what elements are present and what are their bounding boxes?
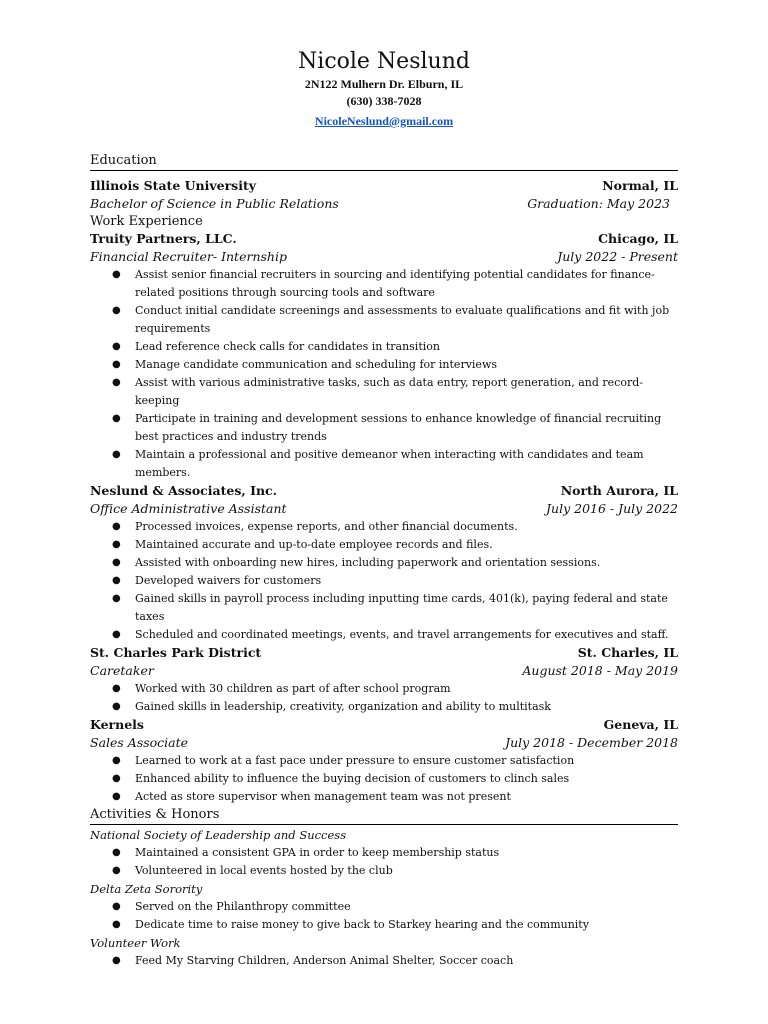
- list-item: ● Developed waivers for customers: [90, 572, 678, 590]
- job-org: Truity Partners, LLC.: [90, 231, 237, 246]
- bullet-icon: ●: [112, 755, 121, 766]
- job-dates: July 2018 - December 2018: [505, 735, 678, 750]
- list-item: ● Enhanced ability to influence the buying decision of customers to clinch sales: [90, 770, 678, 788]
- resume-header: [0, 48, 768, 130]
- graduation-date: Graduation: May 2023: [527, 196, 670, 211]
- list-item: ● Served on the Philanthropy committee: [90, 898, 678, 916]
- email-link[interactable]: NicoleNeslund@gmail.com: [314, 114, 454, 128]
- job-org: Kernels: [90, 717, 144, 732]
- job-org: St. Charles Park District: [90, 645, 262, 660]
- job-location: Geneva, IL: [603, 717, 678, 732]
- bullet-icon: ●: [112, 359, 121, 370]
- list-item: ● Acted as store supervisor when management team was not present: [90, 788, 678, 806]
- bullet-icon: ●: [112, 791, 121, 802]
- list-item: ● Gained skills in payroll process including inputting time cards, 401(k), paying federal and state taxes: [112, 592, 668, 623]
- job-role: Financial Recruiter- Internship: [90, 249, 287, 264]
- bullet-icon: ●: [112, 683, 121, 694]
- activity-bullets: [90, 898, 678, 934]
- job-dates: August 2018 - May 2019: [522, 663, 678, 678]
- list-item: ● Maintained a consistent GPA in order to keep membership status: [90, 844, 678, 862]
- job-subheader: [90, 500, 678, 518]
- activity-bullets: [90, 844, 678, 880]
- bullet-icon: ●: [112, 629, 121, 640]
- job-subheader: [90, 662, 678, 680]
- bullet-icon: ●: [112, 865, 121, 876]
- section-title-education: Education: [90, 152, 678, 171]
- list-item: ● Volunteered in local events hosted by the club: [90, 862, 678, 880]
- list-item: ● Assist senior financial recruiters in sourcing and identifying potential candidates for finance-related positions through sourcing tools and software: [112, 268, 655, 299]
- bullet-icon: ●: [112, 919, 121, 930]
- degree: Bachelor of Science in Public Relations: [90, 196, 339, 211]
- job-header: [90, 482, 678, 500]
- bullet-icon: ●: [112, 773, 121, 784]
- phone: (630) 338-7028: [346, 94, 422, 108]
- job-role: Caretaker: [90, 663, 154, 678]
- list-item: ● Participate in training and development sessions to enhance knowledge of financial recruiting best practices and industry trends: [112, 412, 662, 443]
- bullet-icon: ●: [112, 955, 121, 966]
- education-row: [90, 177, 678, 195]
- list-item: ● Learned to work at a fast pace under pressure to ensure customer satisfaction: [90, 752, 678, 770]
- list-item: ● Maintain a professional and positive demeanor when interacting with candidates and team members.: [112, 448, 644, 479]
- job-bullets: [90, 752, 678, 806]
- list-item: ● Manage candidate communication and scheduling for interviews: [90, 356, 678, 374]
- list-item: ● Worked with 30 children as part of after school program: [90, 680, 678, 698]
- bullet-icon: ●: [112, 575, 121, 586]
- list-item: ● Assist with various administrative tasks, such as data entry, report generation, and record-keeping: [112, 376, 643, 407]
- section-title-work: Work Experience: [90, 214, 203, 229]
- list-item: ● Gained skills in leadership, creativity, organization and ability to multitask: [90, 698, 678, 716]
- job-dates: July 2016 - July 2022: [546, 501, 678, 516]
- education-detail-row: [90, 195, 678, 213]
- bullet-icon: ●: [112, 521, 121, 532]
- school-location: Normal, IL: [602, 178, 678, 193]
- bullet-icon: ●: [112, 539, 121, 550]
- bullet-icon: ●: [112, 305, 121, 316]
- list-item: ● Conduct initial candidate screenings and assessments to evaluate qualifications and fit with job requirements: [112, 304, 670, 335]
- bullet-icon: ●: [112, 557, 121, 568]
- job-role: Sales Associate: [90, 735, 189, 750]
- bullet-icon: ●: [112, 269, 121, 280]
- job-location: Chicago, IL: [598, 231, 678, 246]
- job-location: North Aurora, IL: [560, 483, 678, 498]
- list-item: ● Maintained accurate and up-to-date employee records and files.: [90, 536, 678, 554]
- activity-name: Delta Zeta Sorority: [90, 882, 203, 896]
- address: 2N122 Mulhern Dr. Elburn, IL: [304, 77, 464, 91]
- bullet-icon: ●: [112, 341, 121, 352]
- list-item: ● Scheduled and coordinated meetings, events, and travel arrangements for executives and staff.: [90, 626, 678, 644]
- job-subheader: [90, 248, 678, 266]
- job-header: [90, 230, 678, 248]
- bullet-icon: ●: [112, 413, 121, 424]
- resume-body: [90, 152, 678, 970]
- list-item: ● Processed invoices, expense reports, and other financial documents.: [90, 518, 678, 536]
- bullet-icon: ●: [112, 847, 121, 858]
- bullet-icon: ●: [112, 377, 121, 388]
- school-name: Illinois State University: [90, 178, 256, 193]
- job-location: St. Charles, IL: [577, 645, 678, 660]
- list-item: ● Assisted with onboarding new hires, including paperwork and orientation sessions.: [90, 554, 678, 572]
- activity-name: Volunteer Work: [90, 936, 181, 950]
- job-org: Neslund & Associates, Inc.: [90, 483, 278, 498]
- bullet-icon: ●: [112, 901, 121, 912]
- job-bullets: [90, 680, 678, 716]
- section-title-activities: Activities & Honors: [90, 806, 678, 825]
- activity-bullets: [90, 952, 678, 970]
- bullet-icon: ●: [112, 593, 121, 604]
- job-header: [90, 644, 678, 662]
- list-item: ● Feed My Starving Children, Anderson Animal Shelter, Soccer coach: [90, 952, 678, 970]
- list-item: ● Dedicate time to raise money to give back to Starkey hearing and the community: [90, 916, 678, 934]
- job-subheader: [90, 734, 678, 752]
- job-bullets: [90, 266, 678, 482]
- job-header: [90, 716, 678, 734]
- list-item: ● Lead reference check calls for candidates in transition: [90, 338, 678, 356]
- job-bullets: [90, 518, 678, 644]
- job-role: Office Administrative Assistant: [90, 501, 287, 516]
- job-dates: July 2022 - Present: [557, 249, 678, 264]
- bullet-icon: ●: [112, 701, 121, 712]
- candidate-name: Nicole Neslund: [298, 49, 470, 74]
- bullet-icon: ●: [112, 449, 121, 460]
- activity-name: National Society of Leadership and Success: [90, 828, 347, 842]
